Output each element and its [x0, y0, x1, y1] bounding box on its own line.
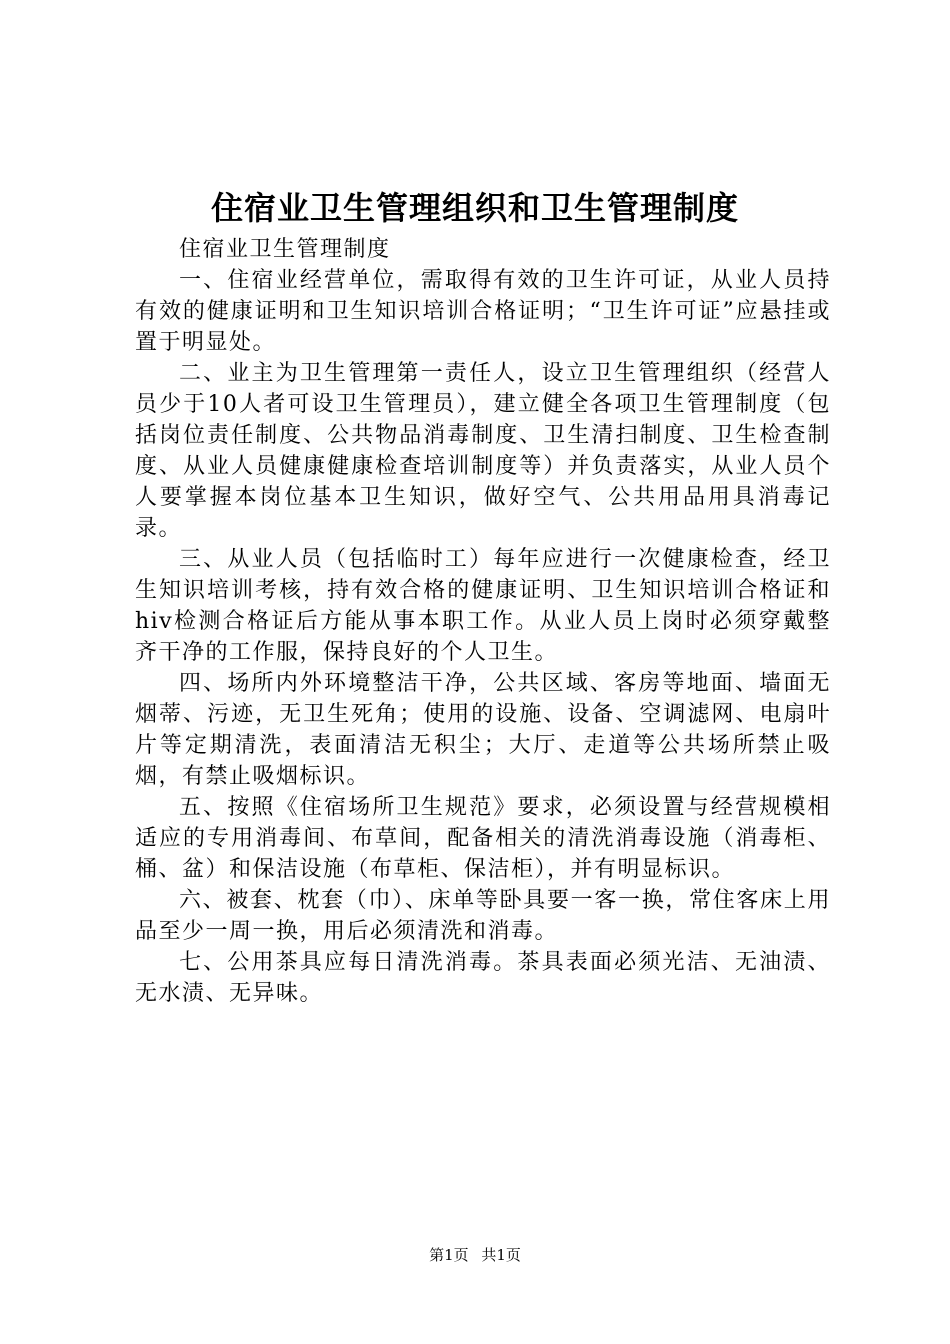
document-title: 住宿业卫生管理组织和卫生管理制度: [210, 189, 739, 227]
document-body: [135, 234, 831, 1009]
page-footer: [0, 1245, 950, 1265]
paragraph-4: 四、场所内外环境整洁干净，公共区域、客房等地面、墙面无烟蒂、污迹，无卫生死角；使用的设施、设备、空调滤网、电扇叶片等定期清洗，表面清洁无积尘；大厅、走道等公共场所禁止吸烟，有禁止吸烟标识。: [135, 671, 831, 789]
paragraph-2: 二、业主为卫生管理第一责任人，设立卫生管理组织（经营人员少于10人者可设卫生管理员），建立健全各项卫生管理制度（包括岗位责任制度、公共物品消毒制度、卫生清扫制度、卫生检查制度、从业人员健康健康检查培训制度等）并负责落实，从业人员个人要掌握本岗位基本卫生知识，做好空气、公共用品用具消毒记录。: [135, 361, 831, 541]
paragraph-7: 七、公用茶具应每日清洗消毒。茶具表面必须光洁、无油渍、无水渍、无异味。: [135, 950, 831, 1006]
paragraph-5: 五、按照《住宿场所卫生规范》要求，必须设置与经营规模相适应的专用消毒间、布草间，配备相关的清洗消毒设施（消毒柜、桶、盆）和保洁设施（布草柜、保洁柜），并有明显标识。: [135, 795, 831, 882]
page-total: 共1页: [481, 1246, 521, 1264]
paragraph-1: 一、住宿业经营单位，需取得有效的卫生许可证，从业人员持有效的健康证明和卫生知识培训合格证明；“卫生许可证”应悬挂或置于明显处。: [135, 268, 831, 355]
paragraph-3: 三、从业人员（包括临时工）每年应进行一次健康检查，经卫生知识培训考核，持有效合格的健康证明、卫生知识培训合格证和hiv检测合格证后方能从事本职工作。从业人员上岗时必须穿戴整齐干净的工作服，保持良好的个人卫生。: [135, 547, 831, 665]
page-number: 第1页: [429, 1246, 469, 1264]
paragraph-6: 六、被套、枕套（巾）、床单等卧具要一客一换，常住客床上用品至少一周一换，用后必须清洗和消毒。: [135, 888, 831, 944]
section-heading: 住宿业卫生管理制度: [179, 237, 391, 262]
